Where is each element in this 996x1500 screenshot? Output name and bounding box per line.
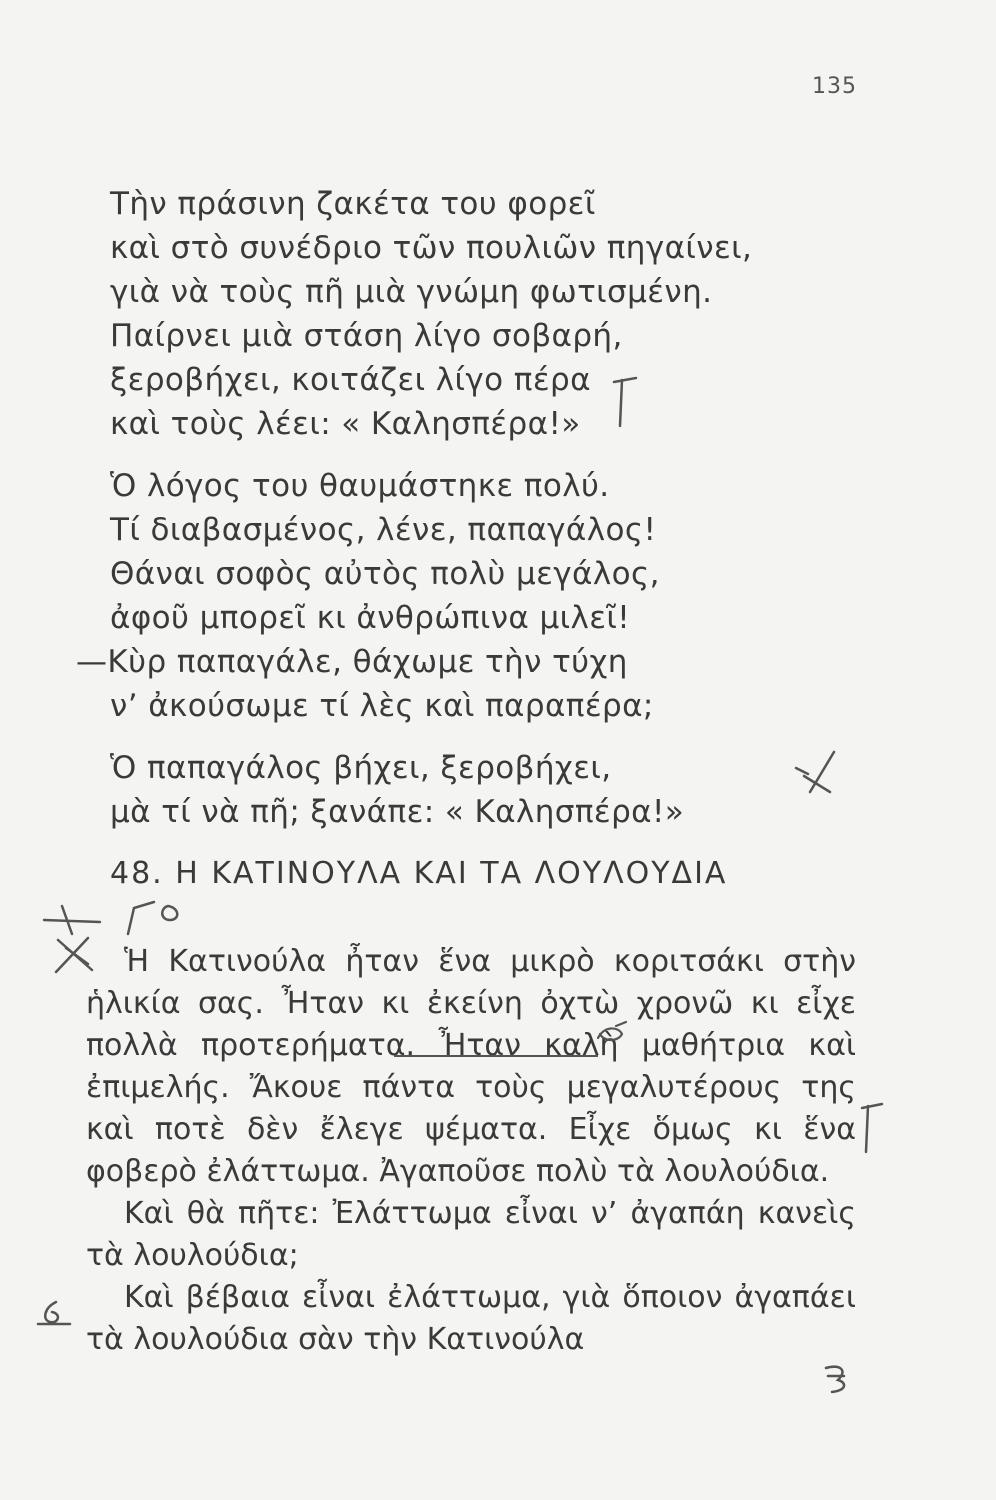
prose-paragraph: Καὶ θὰ πῆτε: Ἐλάττωμα εἶναι ν’ ἀγαπάη κανεὶς τὰ λουλούδια; bbox=[86, 1196, 856, 1273]
poem-line: Τί διαβασμένος, λένε, παπαγάλος! bbox=[110, 512, 657, 548]
poem-line: ξεροβήχει, κοιτάζει λίγο πέρα bbox=[110, 362, 591, 398]
poem-line: καὶ στὸ συνέδριο τῶν πουλιῶν πηγαίνει, bbox=[110, 230, 753, 266]
handwritten-gamma-mark bbox=[858, 1100, 886, 1156]
poem-line: Ὁ λόγος του θαυμάστηκε πολύ. bbox=[110, 468, 610, 504]
poem bbox=[76, 182, 870, 834]
poem-line: γιὰ νὰ τοὺς πῆ μιὰ γνώμη φωτισμένη. bbox=[110, 274, 713, 310]
prose-paragraph: Καὶ βέβαια εἶναι ἐλάττωμα, γιὰ ὅποιον ἀγαπάει τὰ λουλούδια σὰν τὴν Κατινούλα bbox=[86, 1280, 856, 1357]
poem-line: ν’ ἀκούσωμε τί λὲς καὶ παραπέρα; bbox=[110, 688, 654, 724]
section-heading: 48. Η ΚΑΤΙΝΟΥΛΑ ΚΑΙ ΤΑ ΛΟΥΛΟΥΔΙΑ bbox=[110, 856, 728, 891]
poem-line: Ὁ παπαγάλος βήχει, ξεροβήχει, bbox=[110, 750, 612, 786]
poem-stanza bbox=[110, 746, 870, 834]
poem-line: Παίρνει μιὰ στάση λίγο σοβαρή, bbox=[110, 318, 623, 354]
poem-line: μὰ τί νὰ πῆ; ξανάπε: « Καλησπέρα!» bbox=[110, 794, 685, 830]
poem-line: καὶ τοὺς λέει: « Καλησπέρα!» bbox=[110, 406, 581, 442]
page-number: 135 bbox=[812, 74, 857, 99]
poem-line: —Κὺρ παπαγάλε, θάχωμε τὴν τύχη bbox=[76, 644, 628, 680]
poem-stanza bbox=[110, 182, 870, 446]
poem-line: Θάναι σοφὸς αὐτὸς πολὺ μεγάλος, bbox=[110, 556, 660, 592]
poem-stanza bbox=[76, 464, 870, 728]
handwritten-curl-mark bbox=[818, 1360, 858, 1396]
prose-paragraph: Ἡ Κατινούλα ἦταν ἕνα μικρὸ κοριτσάκι στὴν ἡλικία σας. Ἦταν κι ἐκείνη ὀχτὼ χρονῶ κι εἶχε πολλὰ προτερήματα. Ἦταν καλὴ μαθήτρια καὶ ἐπιμελής. Ἄκουε πάντα τοὺς μεγαλυτέρους της καὶ ποτὲ δὲν ἔλεγε ψέματα. Εἶχε ὅμως κι ἕνα φοβερὸ ἐλάττωμα. Ἀγαποῦσε πολὺ τὰ λουλούδια. bbox=[86, 944, 856, 1189]
poem-line: Τὴν πράσινη ζακέτα του φορεῖ bbox=[110, 186, 596, 222]
poem-line: ἀφοῦ μπορεῖ κι ἀνθρώπινα μιλεῖ! bbox=[110, 600, 631, 636]
prose-body bbox=[86, 941, 856, 1361]
handwritten-number-mark bbox=[34, 1298, 74, 1328]
